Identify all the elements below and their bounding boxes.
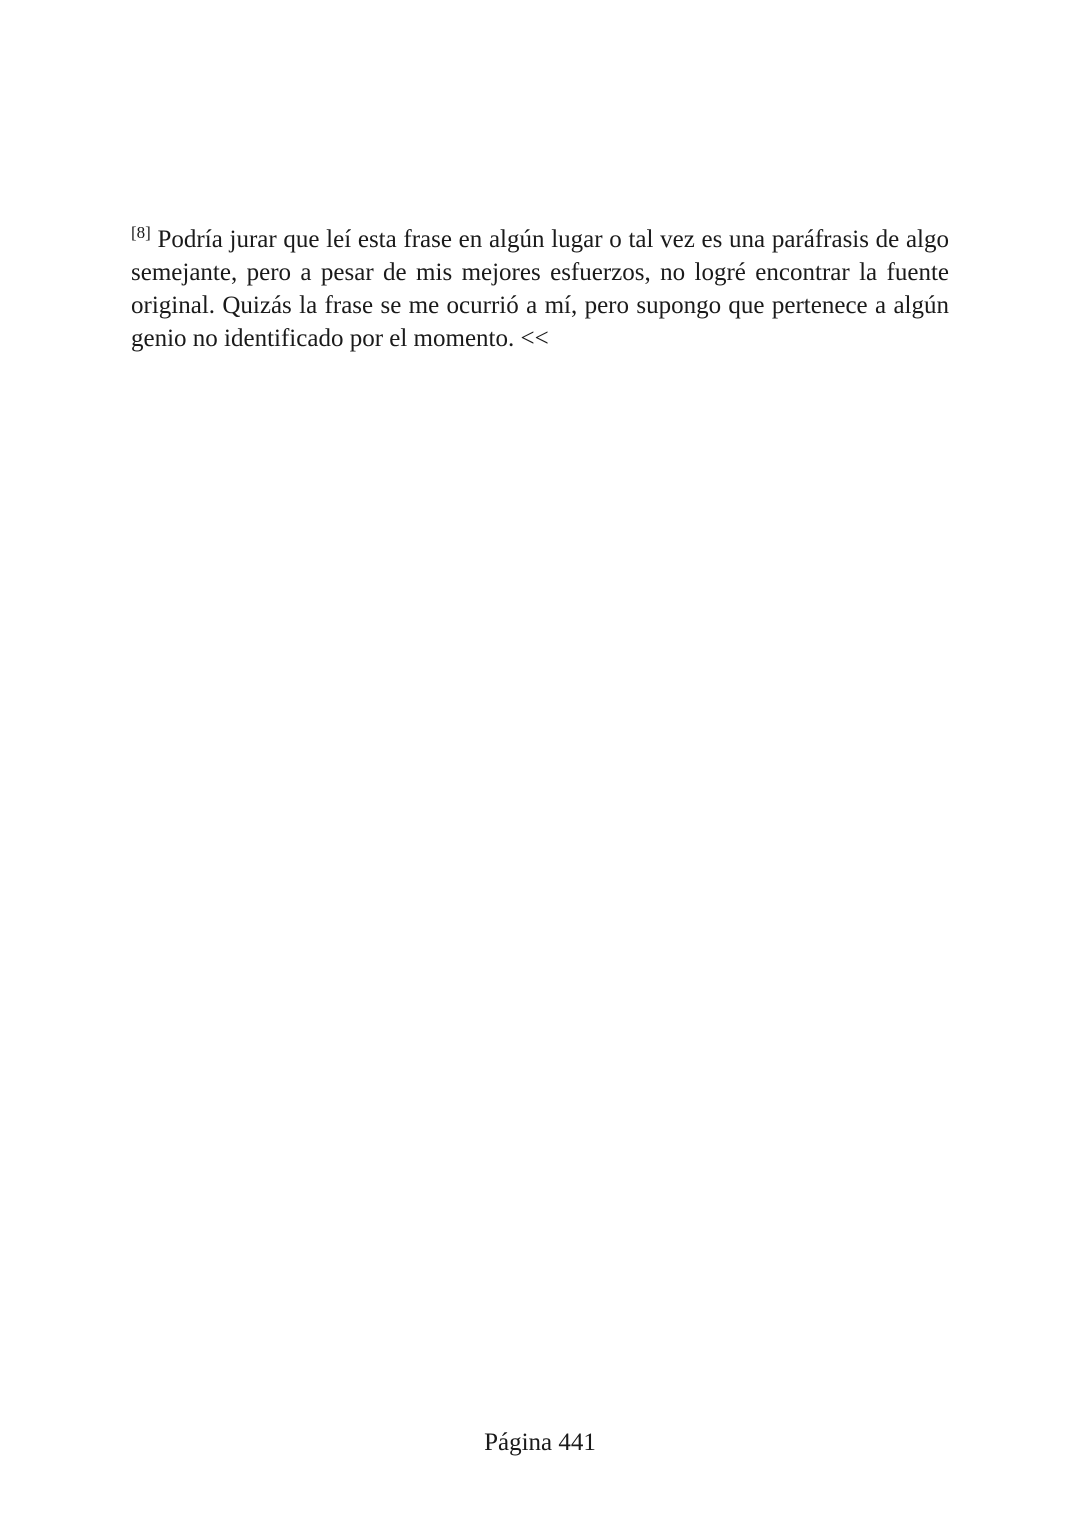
page-number: Página 441 (484, 1429, 596, 1456)
footnote-marker: [8] (131, 223, 151, 242)
footnote-text: Podría jurar que leí esta frase en algún lugar o tal vez es una paráfrasis de algo semejante, pero a pesar de mis mejores esfuerzos, no logré encontrar la fuente original. Quizás la frase se me ocurrió a mí, pero supongo que pertenece a algún genio no identificado por el momento. (131, 226, 950, 352)
footnote-back-link[interactable]: << (520, 325, 549, 352)
footnote-paragraph (131, 223, 949, 355)
